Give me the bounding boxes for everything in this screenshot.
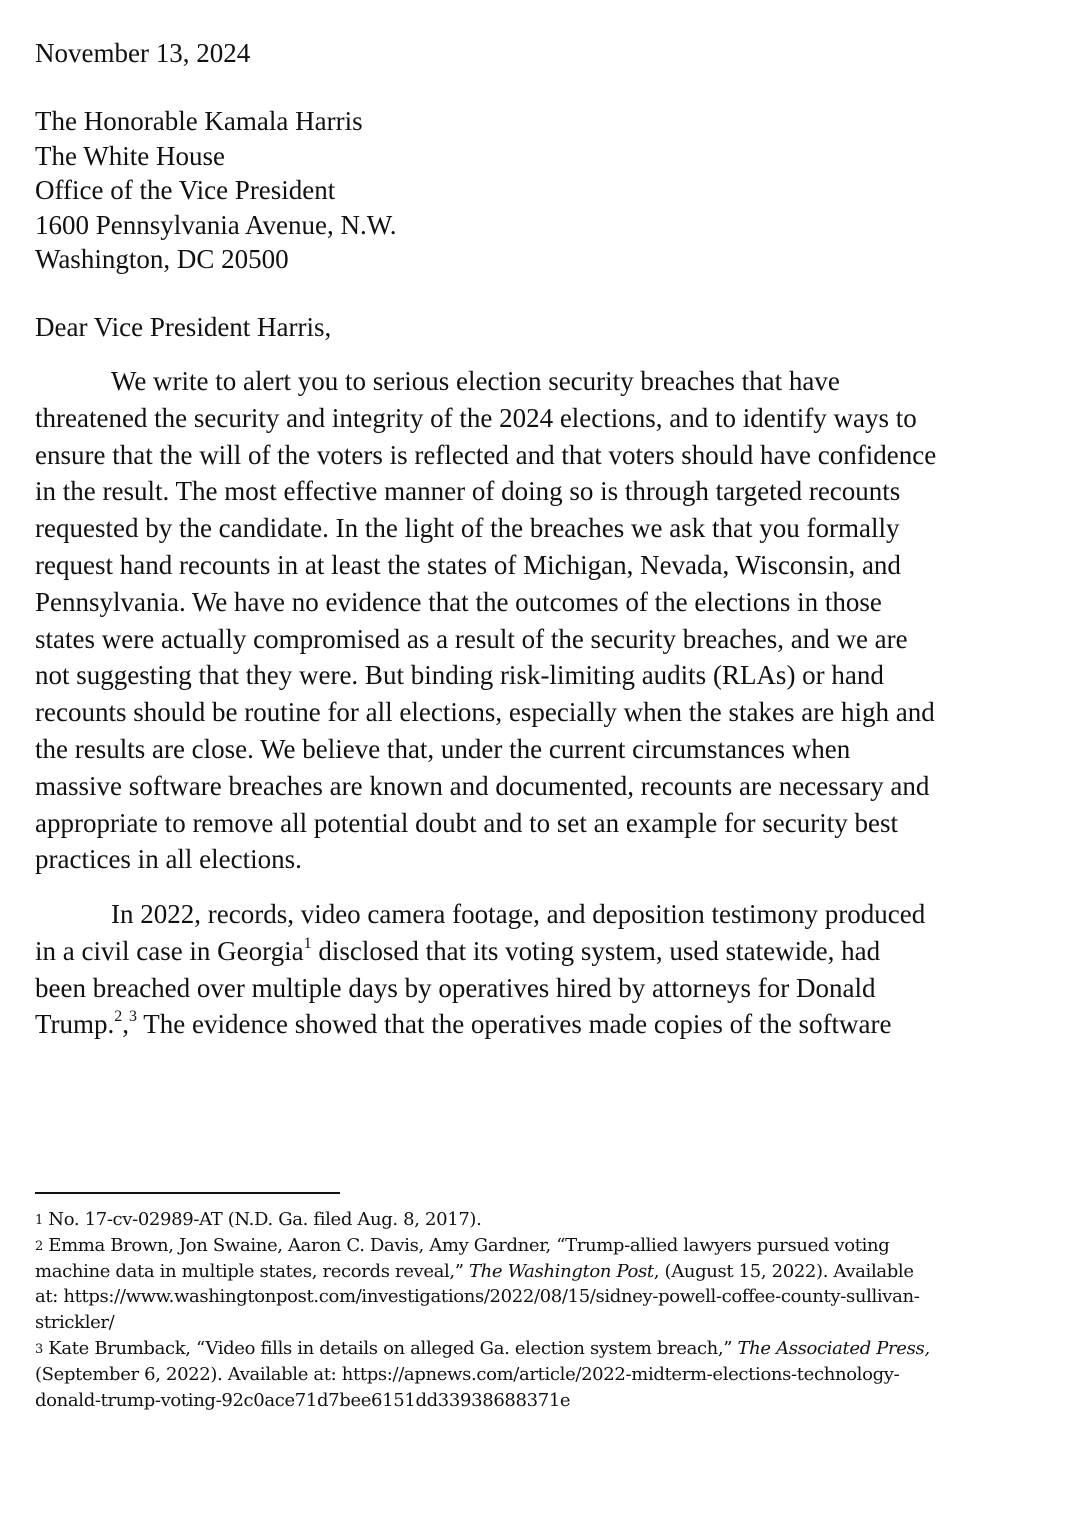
publication-name: The Washington Post: [469, 1260, 654, 1282]
paragraph-line: not suggesting that they were. But binding risk-limiting audits (RLAs) or hand: [35, 660, 884, 691]
footnote-1: [35, 1207, 930, 1233]
footnote-ref-2[interactable]: 2: [114, 1008, 123, 1026]
address-line: The White House: [35, 140, 225, 171]
paragraph-line: request hand recounts in at least the states of Michigan, Nevada, Wisconsin, and: [35, 549, 901, 580]
footnote-text: machine data in multiple states, records reveal,”: [35, 1260, 470, 1282]
footnote-ref-3[interactable]: 3: [129, 1008, 138, 1026]
footnote-number: 2: [35, 1238, 43, 1254]
publication-name: The Associated Press,: [737, 1337, 930, 1359]
footnote-3: [35, 1336, 930, 1362]
letter-date: November 13, 2024: [35, 38, 251, 68]
footnote-number: 1: [35, 1213, 43, 1228]
footnote-url-line[interactable]: at: https://www.washingtonpost.com/investigations/2022/08/15/sidney-powell-coffee-county-sullivan-: [35, 1286, 920, 1308]
paragraph-line: appropriate to remove all potential doubt and to set an example for security best: [35, 807, 898, 838]
salutation: Dear Vice President Harris,: [35, 312, 332, 342]
footnote-text: , (August 15, 2022). Available: [653, 1260, 914, 1282]
paragraph-line: In 2022, records, video camera footage, and deposition testimony produced: [111, 899, 926, 929]
address-line: The Honorable Kamala Harris: [35, 106, 363, 136]
paragraph-line: [35, 1006, 925, 1043]
text-span: The evidence showed that the operatives made copies of the software: [137, 1009, 892, 1040]
paragraph-line: massive software breaches are known and documented, recounts are necessary and: [35, 770, 930, 801]
paragraph-line: Pennsylvania. We have no evidence that the outcomes of the elections in those: [35, 586, 882, 617]
paragraph-line: threatened the security and integrity of the 2024 elections, and to identify ways to: [35, 402, 917, 433]
paragraph-line: the results are close. We believe that, under the current circumstances when: [35, 733, 851, 764]
paragraph-line: recounts should be routine for all elections, especially when the stakes are high and: [35, 697, 935, 728]
text-span: disclosed that its voting system, used statewide, had: [311, 935, 881, 966]
address-line: 1600 Pennsylvania Avenue, N.W.: [35, 209, 397, 240]
footnote-number: 3: [35, 1341, 43, 1357]
footnote-ref-1[interactable]: 1: [303, 934, 312, 952]
address-line: Washington, DC 20500: [35, 244, 289, 274]
footnote-text: Emma Brown, Jon Swaine, Aaron C. Davis, Amy Gardner, “Trump-allied lawyers pursued voting: [48, 1234, 890, 1256]
paragraph-line: been breached over multiple days by operatives hired by attorneys for Donald: [35, 972, 876, 1003]
recipient-address: [35, 104, 396, 277]
body-paragraph-2: [35, 896, 925, 1043]
footnote-url-line[interactable]: donald-trump-voting-92c0ace71d7bee6151dd33938688371e: [35, 1389, 571, 1411]
paragraph-line: We write to alert you to serious election security breaches that have: [111, 366, 840, 396]
footnote-url-line[interactable]: strickler/: [35, 1312, 115, 1334]
paragraph-line: states were actually compromised as a result of the security breaches, and we are: [35, 623, 908, 654]
paragraph-line: requested by the candidate. In the light of the breaches we ask that you formally: [35, 513, 900, 544]
footnote-url-line[interactable]: (September 6, 2022). Available at: https://apnews.com/article/2022-midterm-elections-technology-: [35, 1363, 900, 1385]
footnote-text: Kate Brumback, “Video fills in details on alleged Ga. election system breach,”: [48, 1337, 738, 1359]
text-span: Trump.: [35, 1009, 115, 1040]
paragraph-line: ensure that the will of the voters is reflected and that voters should have confidence: [35, 439, 937, 470]
text-span: ,: [122, 1009, 130, 1040]
body-paragraph-1: [35, 363, 936, 878]
footnote-text: No. 17-cv-02989-AT (N.D. Ga. filed Aug. 8, 2017).: [48, 1209, 482, 1230]
paragraph-line: [35, 933, 925, 970]
footnote-divider: [35, 1192, 340, 1194]
paragraph-line: practices in all elections.: [35, 844, 302, 875]
address-line: Office of the Vice President: [35, 175, 336, 205]
text-span: in a civil case in Georgia: [35, 935, 304, 966]
paragraph-line: in the result. The most effective manner of doing so is through targeted recounts: [35, 476, 901, 507]
footnote-line: [35, 1259, 930, 1285]
footnote-2: [35, 1233, 930, 1259]
footnotes: [35, 1207, 930, 1413]
